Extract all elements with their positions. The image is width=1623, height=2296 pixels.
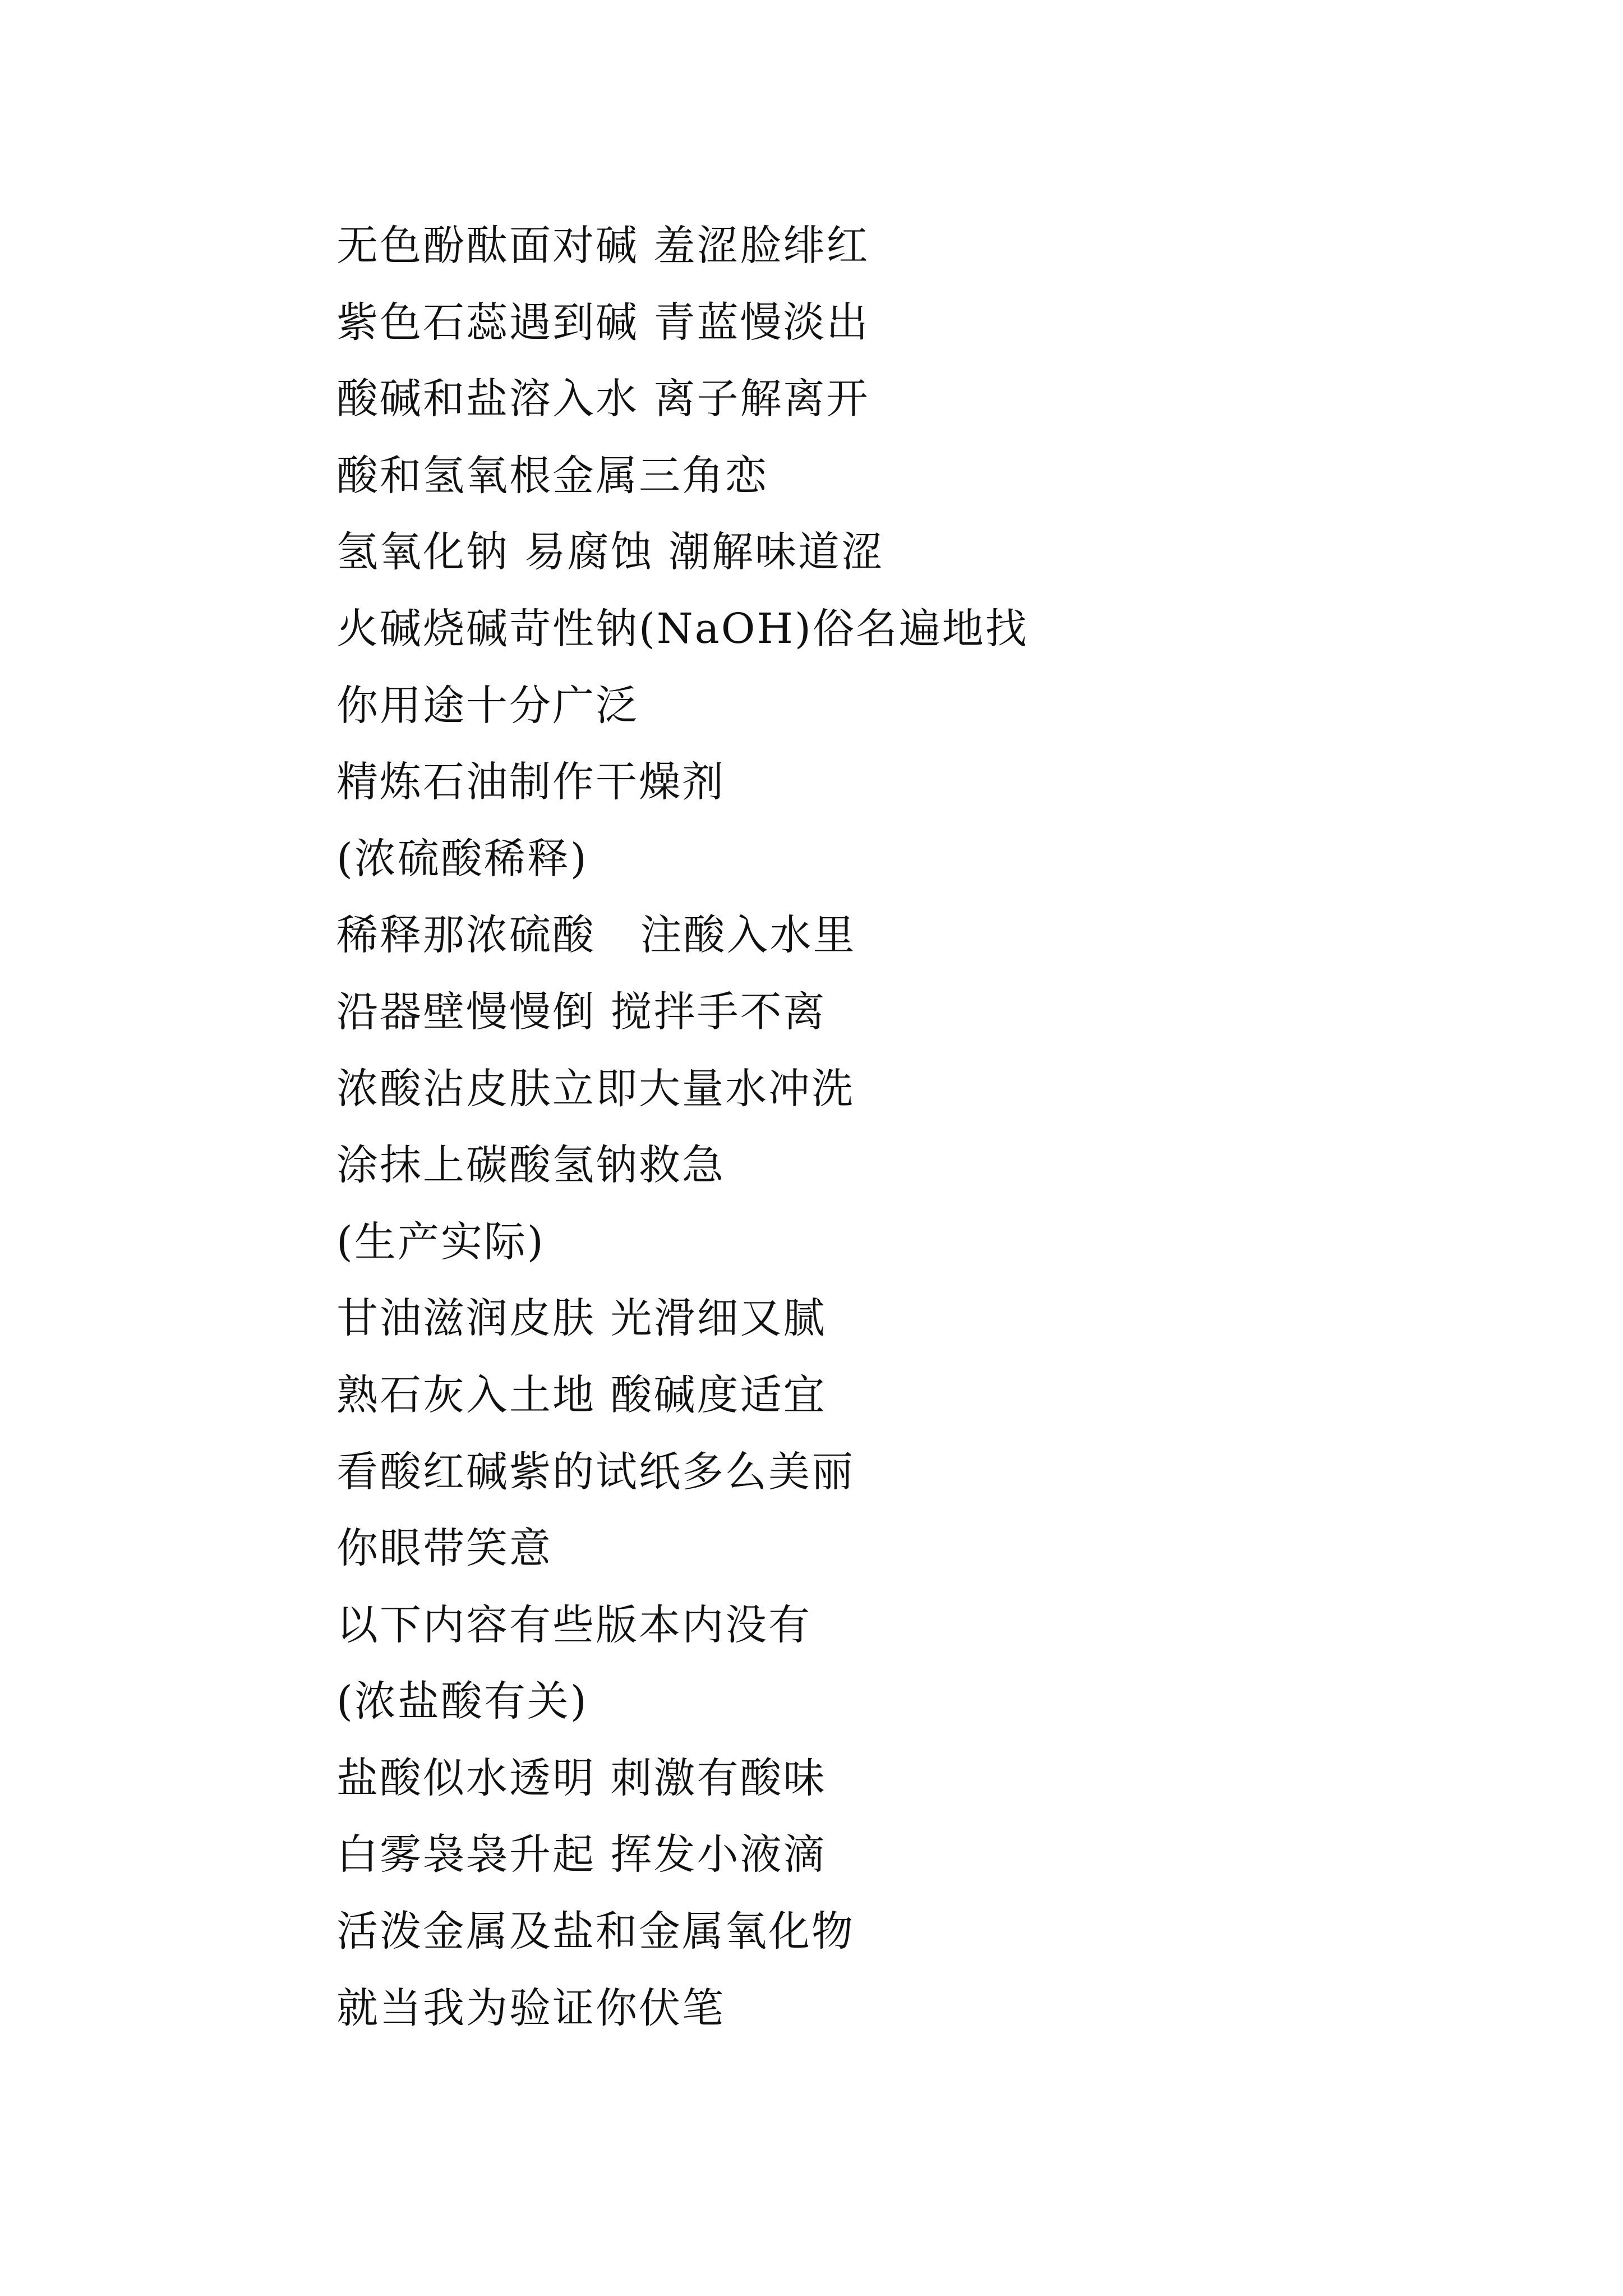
section-heading-line: (生产实际) <box>336 1217 545 1266</box>
text-line: 紫色石蕊遇到碱 青蓝慢淡出 <box>336 298 870 347</box>
text-line: 你眼带笑意 <box>336 1524 552 1573</box>
text-line: 甘油滋润皮肤 光滑细又腻 <box>336 1294 827 1343</box>
text-line: 酸和氢氧根金属三角恋 <box>336 451 768 500</box>
text-line: 你用途十分广泛 <box>336 681 639 730</box>
text-line: 沿器壁慢慢倒 搅拌手不离 <box>336 987 827 1036</box>
text-line: 就当我为验证你伏笔 <box>336 1984 725 2032</box>
text-line: 酸碱和盐溶入水 离子解离开 <box>336 375 870 424</box>
text-line: 白雾袅袅升起 挥发小液滴 <box>336 1830 827 1879</box>
text-line: 活泼金属及盐和金属氧化物 <box>336 1907 855 1956</box>
text-line: 火碱烧碱苛性钠(NaOH)俗名遍地找 <box>336 604 1029 653</box>
section-heading-line: (浓盐酸有关) <box>336 1677 588 1726</box>
lyrics-text-block <box>336 208 1514 2046</box>
note-line: 以下内容有些版本内没有 <box>336 1600 811 1649</box>
text-line: 看酸红碱紫的试纸多么美丽 <box>336 1447 855 1496</box>
text-line: 精炼石油制作干燥剂 <box>336 758 725 807</box>
text-line: 无色酚酞面对碱 羞涩脸绯红 <box>336 222 870 270</box>
text-line: 盐酸似水透明 刺激有酸味 <box>336 1754 827 1802</box>
text-line: 涂抹上碳酸氢钠救急 <box>336 1141 725 1190</box>
text-line: 稀释那浓硫酸 注酸入水里 <box>336 911 856 960</box>
text-line: 熟石灰入土地 酸碱度适宜 <box>336 1370 827 1419</box>
text-line: 氢氧化钠 易腐蚀 潮解味道涩 <box>336 528 885 577</box>
text-line: 浓酸沾皮肤立即大量水冲洗 <box>336 1064 855 1113</box>
section-heading-line: (浓硫酸稀释) <box>336 834 588 883</box>
